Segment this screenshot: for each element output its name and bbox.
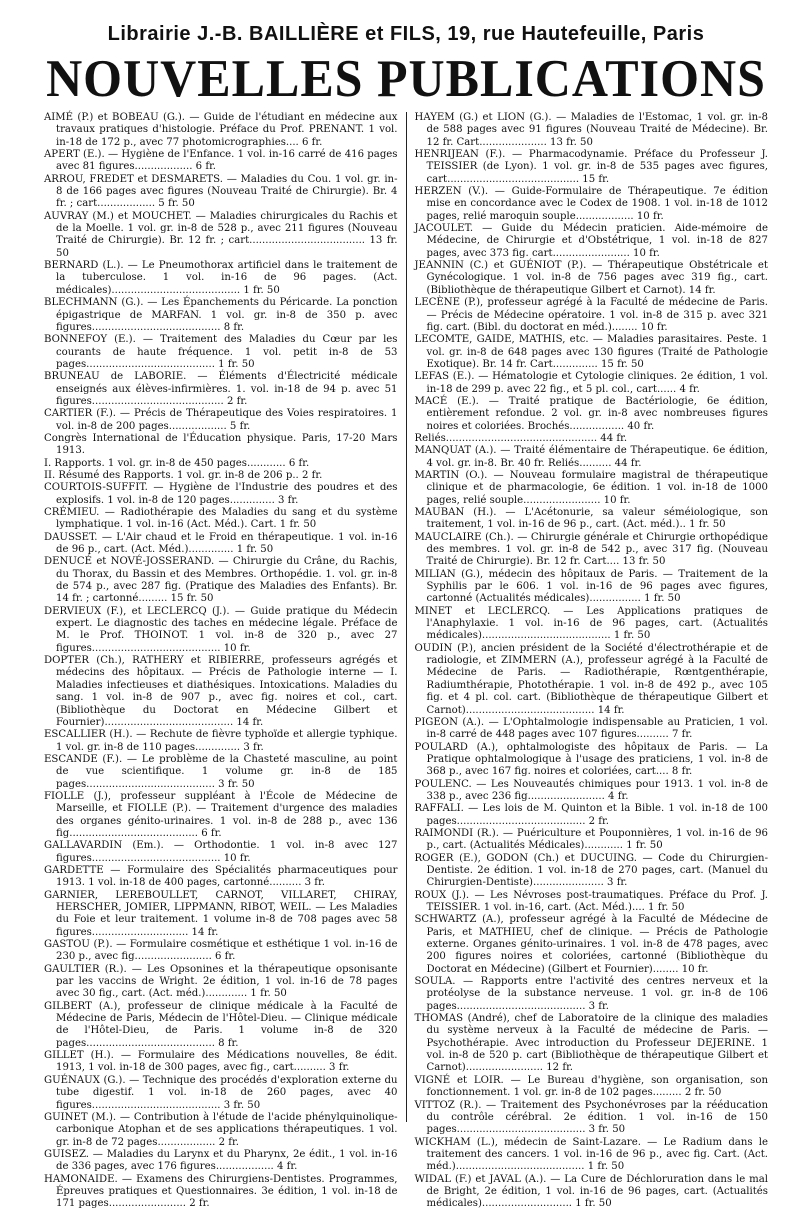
catalog-entry: DAUSSET. — L'Air chaud et le Froid en thérapeutique. 1 vol. in-16 de 96 p., cart. (Act. Méd.).............. 1 fr. 50	[44, 531, 398, 556]
catalog-entry: THOMAS (André), chef de Laboratoire de la clinique des maladies du système nerveux à la Faculté de médecine de Paris. — Psychothérapie. Avec introduction du Professeur DEJERINE. 1 vol. in-8 de 520 p. cart (Bibliothèque de thérapeutique Gilbert et Carnot)........................ 12 fr.	[414, 1013, 768, 1074]
publisher-header: Librairie J.-B. BAILLIÈRE et FILS, 19, rue Hautefeuille, Paris	[107, 23, 705, 45]
catalog-entry: BONNEFOY (E.). — Traitement des Maladies du Cœur par les courants de haute fréquence. 1 vol. petit in-8 de 53 pages........................................ 1 fr. 50	[44, 334, 398, 370]
catalog-entry: GALLAVARDIN (Em.). — Orthodontie. 1 vol. in-8 avec 127 figures........................................ 10 fr.	[44, 840, 398, 864]
catalog-entry: RAIMONDI (R.). — Puériculture et Pouponnières, 1 vol. in-16 de 96 p., cart. (Actualités Médicales)............ 1 fr. 50	[414, 827, 768, 852]
catalog-entry: MAUBAN (H.). — L'Acétonurie, sa valeur séméiologique, son traitement, 1 vol. in-16 de 96 p., cart. (Act. méd.).. 1 fr. 50	[414, 507, 768, 531]
catalog-entry: I. Rapports. 1 vol. gr. in-8 de 450 pages............ 6 fr.	[44, 457, 310, 469]
catalog-entry: COURTOIS-SUFFIT. — Hygiène de l'Industrie des poudres et des explosifs. 1 vol. in-8 de 120 pages.............. 3 fr.	[44, 482, 398, 506]
catalog-entry: ARROU, FREDET et DESMARETS. — Maladies du Cou. 1 vol. gr. in-8 de 166 pages avec figures (Nouveau Traité de Chirurgie). Br. 4 fr. ; cart.................. 5 fr. 50	[44, 173, 398, 210]
catalog-entry: DOPTER (Ch.), RATHERY et RIBIERRE, professeurs agrégés et médecins des hôpitaux. — Précis de Pathologie interne — I. Maladies infectieuses et diathésiques. Intoxications. Maladies du sang. 1 vol. in-8 de 907 p., avec fig. noires et col., cart. (Bibliothèque du Doctorat en Médecine Gilbert et Fournier)........................................ 14 fr.	[44, 655, 398, 728]
catalog-entry: POULARD (A.), ophtalmologiste des hôpitaux de Paris. — La Pratique ophtalmologique à l'usage des praticiens, 1 vol. in-8 de 368 p., avec 167 fig. noires et coloriées, cart.... 8 fr.	[414, 741, 768, 778]
catalog-entry: LECOMTE, GAIDE, MATHIS, etc. — Maladies parasitaires. Peste. 1 vol. gr. in-8 de 648 pages avec 130 figures (Traité de Pathologie Exotique). Br. 14 fr. Cart.............. 15 fr. 50	[414, 334, 768, 370]
catalog-entry: HERZEN (V.). — Guide-Formulaire de Thérapeutique. 7e édition mise en concordance avec le Codex de 1908. 1 vol. in-18 de 1012 pages, relié maroquin souple.................. 10 fr.	[414, 186, 768, 222]
catalog-entry: DENUCÉ et NOVÉ-JOSSERAND. — Chirurgie du Crâne, du Rachis, du Thorax, du Bassin et des Membres. Orthopédie. 1. vol. gr. in-8 de 574 p., avec 287 fig. (Pratique des Maladies des Enfants). Br. 14 fr. ; cartonné......... 15 fr. 50	[44, 556, 398, 605]
catalog-entry: II. Résumé des Rapports. 1 vol. gr. in-8 de 206 p.. 2 fr.	[44, 469, 323, 481]
catalog-entry: MILIAN (G.), médecin des hôpitaux de Paris. — Traitement de la Syphilis par le 606. 1 vol. in-16 de 96 pages avec figures, cartonné (Actualités médicales)................ 1 fr. 50	[414, 568, 768, 605]
catalog-entry: POULENC. — Les Nouveautés chimiques pour 1913. 1 vol. in-8 de 338 p., avec 236 fig........................ 4 fr.	[414, 778, 768, 802]
catalog-entry: GUÉNAUX (G.). — Technique des procédés d'exploration externe du tube digestif. 1 vol. in-18 de 260 pages, avec 40 figures........................................ 3 fr. 50	[44, 1074, 398, 1111]
catalog-entry: LECÈNE (P.), professeur agrégé à la Faculté de médecine de Paris. — Précis de Médecine opératoire. 1 vol. in-8 de 315 p. avec 321 fig. cart. (Bibl. du doctorat en méd.)........ 10 fr.	[414, 297, 768, 333]
catalog-entry: HENRIJEAN (F.). — Pharmacodynamie. Préface du Professeur J. TEISSIER (de Lyon). 1 vol. gr. in-8 de 535 pages avec figures, cart......................................... 15 fr.	[414, 149, 768, 185]
catalog-entry: MINET et LECLERCQ. — Les Applications pratiques de l'Anaphylaxie. 1 vol. in-16 de 96 pages, cart. (Actualités médicales)........................................ 1 fr. 50	[414, 605, 768, 642]
catalog-entry: MACÉ (E.). — Traité pratique de Bactériologie, 6e édition, entièrement refondue. 2 vol. gr. in-8 avec nombreuses figures noires et coloriées. Brochés................. 40 fr.	[414, 395, 768, 432]
catalog-entry: JACOULET. — Guide du Médecin praticien. Aide-mémoire de Médecine, de Chirurgie et d'Obstétrique, 1 vol. in-18 de 827 pages, avec 373 fig. cart........................ 10 fr.	[414, 223, 768, 259]
catalog-entry: BERNARD (L.). — Le Pneumothorax artificiel dans le traitement de la tuberculose. 1 vol. in-16 de 96 pages. (Act. médicales)........................................ 1 fr. 50	[44, 260, 398, 296]
catalog-entry: MAUCLAIRE (Ch.). — Chirurgie générale et Chirurgie orthopédique des membres. 1 vol. gr. in-8 de 542 p., avec 317 fig. (Nouveau Traité de Chirurgie). Br. 12 fr. Cart.... 13 fr. 50	[414, 531, 768, 568]
catalog-entry: GILBERT (A.), professeur de clinique médicale à la Faculté de Médecine de Paris, Médecin de l'Hôtel-Dieu. — Clinique médicale de l'Hôtel-Dieu, de Paris. 1 volume in-8 de 320 pages........................................ 8 fr.	[44, 1000, 398, 1049]
right-column	[414, 112, 769, 1210]
catalog-entry: VITTOZ (R.). — Traitement des Psychonévroses par la rééducation du contrôle cérébral. 2e édition. 1 vol. in-16 de 150 pages........................................ 3 fr. 50	[414, 1099, 768, 1136]
catalog-entry: BLECHMANN (G.). — Les Épanchements du Péricarde. La ponction épigastrique de MARFAN. 1 vol. gr. in-8 de 350 p. avec figures........................................ 8 fr.	[44, 297, 398, 333]
catalog-columns	[44, 112, 768, 1210]
catalog-entry: ROGER (E.), GODON (Ch.) et DUCUING. — Code du Chirurgien-Dentiste. 2e édition. 1 vol. in-18 de 270 pages, cart. (Manuel du Chirurgien-Dentiste)...................... 3 fr.	[414, 852, 768, 889]
catalog-entry: ROUX (J.). — Les Névroses post-traumatiques. Préface du Prof. J. TEISSIER. 1 vol. in-16, cart. (Act. Méd.).... 1 fr. 50	[414, 889, 768, 913]
catalog-entry: Reliés............................................... 44 fr.	[414, 432, 628, 444]
catalog-entry: ESCANDE (F.). — Le problème de la Chasteté masculine, au point de vue scientifique. 1 volume gr. in-8 de 185 pages........................................ 3 fr. 50	[44, 753, 398, 790]
catalog-entry: SOULA. — Rapports entre l'activité des centres nerveux et la protéolyse de la substance nerveuse. 1 vol. gr. in-8 de 106 pages........................................ 3 fr.	[414, 976, 768, 1012]
left-column	[44, 112, 398, 1210]
catalog-entry: AIMÉ (P.) et BOBEAU (G.). — Guide de l'étudiant en médecine aux travaux pratiques d'histologie. Préface du Prof. PRENANT. 1 vol. in-18 de 172 p., avec 77 photomicrographies.... 6 fr.	[44, 112, 398, 148]
catalog-entry: GARNIER, LEREBOULLET, CARNOT, VILLARET, CHIRAY, HERSCHER, JOMIER, LIPPMANN, RIBOT, WEIL. — Les Maladies du Foie et leur traitement. 1 volume in-8 de 708 pages avec 58 figures.............................. 14 fr.	[44, 889, 398, 938]
catalog-entry: CRÉMIEU. — Radiothérapie des Maladies du sang et du système lymphatique. 1 vol. in-16 (Act. Méd.). Cart. 1 fr. 50	[44, 507, 398, 531]
catalog-entry: JEANNIN (C.) et GUÉNIOT (P.). — Thérapeutique Obstétricale et Gynécologique. 1 vol. in-8 de 756 pages avec 319 fig., cart. (Bibliothèque de thérapeutique Gilbert et Carnot). 14 fr.	[414, 260, 768, 296]
catalog-entry: WICKHAM (L.), médecin de Saint-Lazare. — Le Radium dans le traitement des cancers. 1 vol. in-16 de 96 p., avec fig. Cart. (Act. méd.)........................................ 1 fr. 50	[414, 1136, 768, 1173]
catalog-entry: GILLET (H.). — Formulaire des Médications nouvelles, 8e édit. 1913, 1 vol. in-18 de 300 pages, avec fig., cart.......... 3 fr.	[44, 1050, 398, 1074]
catalog-entry: VIGNÉ et LOIR. — Le Bureau d'hygiène, son organisation, son fonctionnement. 1 vol. gr. in-8 de 102 pages......... 2 fr. 50	[414, 1074, 768, 1099]
catalog-entry: GASTOU (P.). — Formulaire cosmétique et esthétique 1 vol. in-16 de 230 p., avec fig........................ 6 fr.	[44, 939, 398, 963]
catalog-entry: WIDAL (F.) et JAVAL (A.). — La Cure de Déchloruration dans le mal de Bright, 2e édition, 1 vol. in-16 de 96 pages, cart. (Actualités médicales)............................ 1 fr. 50	[414, 1173, 768, 1210]
page-title: NOUVELLES PUBLICATIONS	[46, 48, 766, 108]
catalog-entry: DERVIEUX (F.), et LECLERCQ (J.). — Guide pratique du Médecin expert. Le diagnostic des taches en médecine légale. Préface de M. le Prof. THOINOT. 1 vol. in-8 de 320 p., avec 27 figures........................................ 10 fr.	[44, 605, 398, 654]
catalog-entry: MARTIN (O.). — Nouveau formulaire magistral de thérapeutique clinique et de pharmacologie, 6e édition. 1 vol. in-18 de 1000 pages, relié souple........................ 10 fr.	[414, 469, 768, 506]
catalog-entry: HAYEM (G.) et LION (G.). — Maladies de l'Estomac, 1 vol. gr. in-8 de 588 pages avec 91 figures (Nouveau Traité de Médecine). Br. 12 fr. Cart..................... 13 fr. 50	[414, 112, 768, 148]
catalog-entry: ESCALLIER (H.). — Rechute de fièvre typhoïde et allergie typhique. 1 vol. gr. in-8 de 110 pages.............. 3 fr.	[44, 729, 398, 753]
catalog-entry: SCHWARTZ (A.), professeur agrégé à la Faculté de Médecine de Paris, et MATHIEU, chef de clinique. — Précis de Pathologie externe. Organes génito-urinaires. 1 vol. in-8 de 478 pages, avec 200 figures noires et coloriées, cartonné (Bibliothèque du Doctorat en Médecine) (Gilbert et Fournier)........ 10 fr.	[414, 914, 768, 975]
column-divider	[406, 112, 407, 1122]
catalog-entry: CARTIER (F.). — Précis de Thérapeutique des Voies respiratoires. 1 vol. in-8 de 200 pages.................. 5 fr.	[44, 408, 398, 432]
catalog-entry: MANQUAT (A.). — Traité élémentaire de Thérapeutique. 6e édition, 4 vol. gr. in-8. Br. 40 fr. Reliés.......... 44 fr.	[414, 445, 768, 469]
catalog-entry: PIGEON (A.). — L'Ophtalmologie indispensable au Praticien, 1 vol. in-8 carré de 448 pages avec 107 figures.......... 7 fr.	[414, 716, 768, 741]
catalog-entry: GAULTIER (R.). — Les Opsonines et la thérapeutique opsonisante par les vaccins de Wright. 2e édition, 1 vol. in-16 de 78 pages avec 30 fig., cart. (Act. méd.)............. 1 fr. 50	[44, 963, 398, 1000]
catalog-entry: OUDIN (P.), ancien président de la Société d'électrothérapie et de radiologie, et ZIMMERN (A.), professeur agrégé à la Faculté de Médecine de Paris. — Radiothérapie, Rœntgenthérapie, Radiumthérapie, Photothérapie. 1 vol. in-8 de 492 p., avec 105 fig. et 4 pl. col. cart. (Bibliothèque de thérapeutique Gilbert et Carnot)........................................ 14 fr.	[414, 642, 768, 716]
catalog-entry: GUISEZ. — Maladies du Larynx et du Pharynx, 2e édit., 1 vol. in-16 de 336 pages, avec 176 figures.................. 4 fr.	[44, 1148, 398, 1173]
catalog-entry: GUINET (M.). — Contribution à l'étude de l'acide phénylquinolique-carbonique Atophan et de ses applications thérapeutiques. 1 vol. gr. in-8 de 72 pages.................. 2 fr.	[44, 1111, 398, 1148]
catalog-entry: BRUNEAU de LABORIE. — Éléments d'Électricité médicale enseignés aux élèves-infirmières. 1. vol. in-18 de 94 p. avec 51 figures......................................... 2 fr.	[44, 371, 398, 407]
catalog-entry: RAFFALI. — Les lois de M. Quinton et la Bible. 1 vol. in-18 de 100 pages........................................ 2 fr.	[414, 803, 768, 827]
catalog-entry: HAMONAIDE. — Examens des Chirurgiens-Dentistes. Programmes, Épreuves pratiques et Questionnaires. 3e édition, 1 vol. in-18 de 171 pages........................ 2 fr.	[44, 1173, 398, 1210]
catalog-entry: GARDETTE — Formulaire des Spécialités pharmaceutiques pour 1913. 1 vol. in-18 de 400 pages, cartonné.......... 3 fr.	[44, 864, 398, 889]
catalog-entry: LEFAS (E.). — Hématologie et Cytologie cliniques. 2e édition, 1 vol. in-18 de 299 p. avec 22 fig., et 5 pl. col., cart...... 4 fr.	[414, 371, 768, 395]
catalog-entry: AUVRAY (M.) et MOUCHET. — Maladies chirurgicales du Rachis et de la Moelle. 1 vol. gr. in-8 de 528 p., avec 211 figures (Nouveau Traité de Chirurgie). Br. 12 fr. ; cart.................................... 13 fr. 50	[44, 210, 398, 259]
catalog-entry: APERT (E.). — Hygiène de l'Enfance. 1 vol. in-16 carré de 416 pages avec 81 figures.................. 6 fr.	[44, 149, 398, 173]
catalog-entry: Congrès International de l'Éducation physique. Paris, 17-20 Mars 1913.	[44, 432, 398, 457]
catalog-entry: FIOLLE (J.), professeur suppléant à l'École de Médecine de Marseille, et FIOLLE (P.). — Traitement d'urgence des maladies des organes génito-urinaires. 1 vol. in-8 de 288 p., avec 136 fig........................................ 6 fr.	[44, 790, 398, 839]
